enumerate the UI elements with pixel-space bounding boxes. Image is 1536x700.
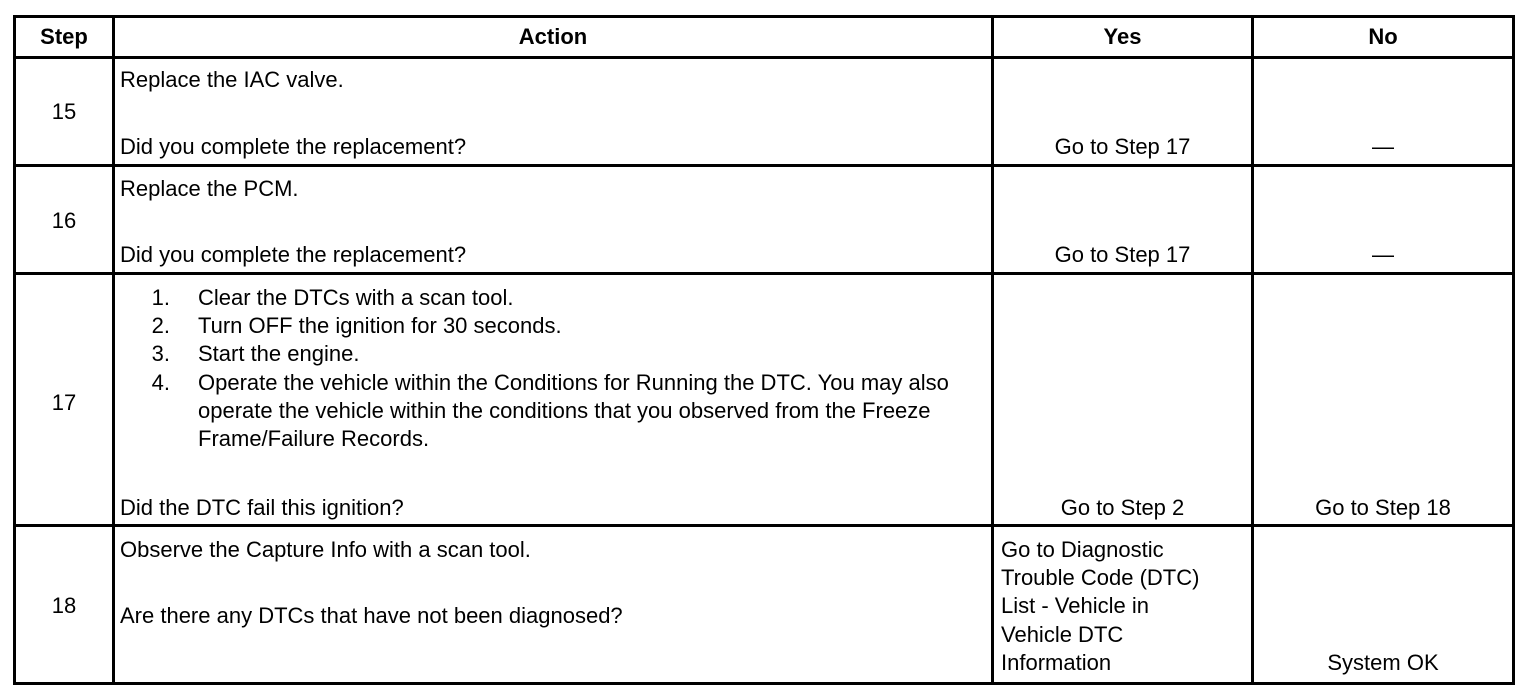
list-item	[140, 340, 980, 368]
list-item	[140, 312, 980, 340]
action-instruction: Replace the PCM.	[120, 176, 299, 201]
yes-result: Go to Step 17	[1054, 134, 1191, 159]
row-15-bottom-line	[13, 164, 1515, 167]
action-yes-divider	[991, 15, 994, 685]
header-step: Step	[40, 24, 88, 49]
action-instruction: Observe the Capture Info with a scan tool.	[120, 537, 531, 562]
table-border-right	[1512, 15, 1515, 685]
action-instruction: Replace the IAC valve.	[120, 67, 344, 92]
no-result: System OK	[1327, 650, 1439, 675]
step-action-divider	[112, 15, 115, 685]
step-number: 17	[51, 390, 77, 415]
action-question: Did you complete the replacement?	[120, 242, 467, 267]
action-question: Are there any DTCs that have not been diagnosed?	[120, 603, 623, 628]
list-item	[140, 284, 980, 312]
step-number: 18	[51, 593, 77, 618]
action-question: Did you complete the replacement?	[120, 134, 467, 159]
row-16-bottom-line	[13, 272, 1515, 275]
yes-result-line: Go to Diagnostic	[1001, 537, 1164, 562]
header-action: Action	[518, 24, 588, 49]
list-item-number: 3.	[151, 341, 170, 366]
yes-result: Go to Step 17	[1054, 242, 1191, 267]
list-item-text: Clear the DTCs with a scan tool.	[198, 285, 514, 310]
step-number: 16	[51, 208, 77, 233]
no-result: —	[1372, 134, 1394, 159]
yes-result-line: Information	[1001, 650, 1112, 675]
table-border-bottom	[13, 682, 1515, 685]
yes-no-divider	[1251, 15, 1254, 685]
action-question: Did the DTC fail this ignition?	[120, 495, 404, 520]
list-item-number: 4.	[151, 370, 170, 395]
no-result: —	[1372, 242, 1394, 267]
yes-result-line: Vehicle DTC	[1001, 622, 1124, 647]
header-no: No	[1368, 24, 1398, 49]
yes-result-line: List - Vehicle in	[1001, 593, 1149, 618]
row-17-bottom-line	[13, 524, 1515, 527]
list-item-text: Start the engine.	[198, 341, 360, 366]
yes-result: Go to Step 2	[1060, 495, 1185, 520]
yes-result-line: Trouble Code (DTC)	[1001, 565, 1200, 590]
list-item-text: Operate the vehicle within the Conditions for Running the DTC. You may also operate the vehicle within the conditions that you observed from the Freeze Frame/Failure Records.	[198, 370, 949, 451]
list-item	[140, 369, 980, 459]
step-number: 15	[51, 99, 77, 124]
header-yes: Yes	[1103, 24, 1142, 49]
no-result: Go to Step 18	[1315, 495, 1451, 520]
list-item-number: 1.	[151, 285, 170, 310]
list-item-number: 2.	[151, 313, 170, 338]
list-item-text: Turn OFF the ignition for 30 seconds.	[198, 313, 562, 338]
